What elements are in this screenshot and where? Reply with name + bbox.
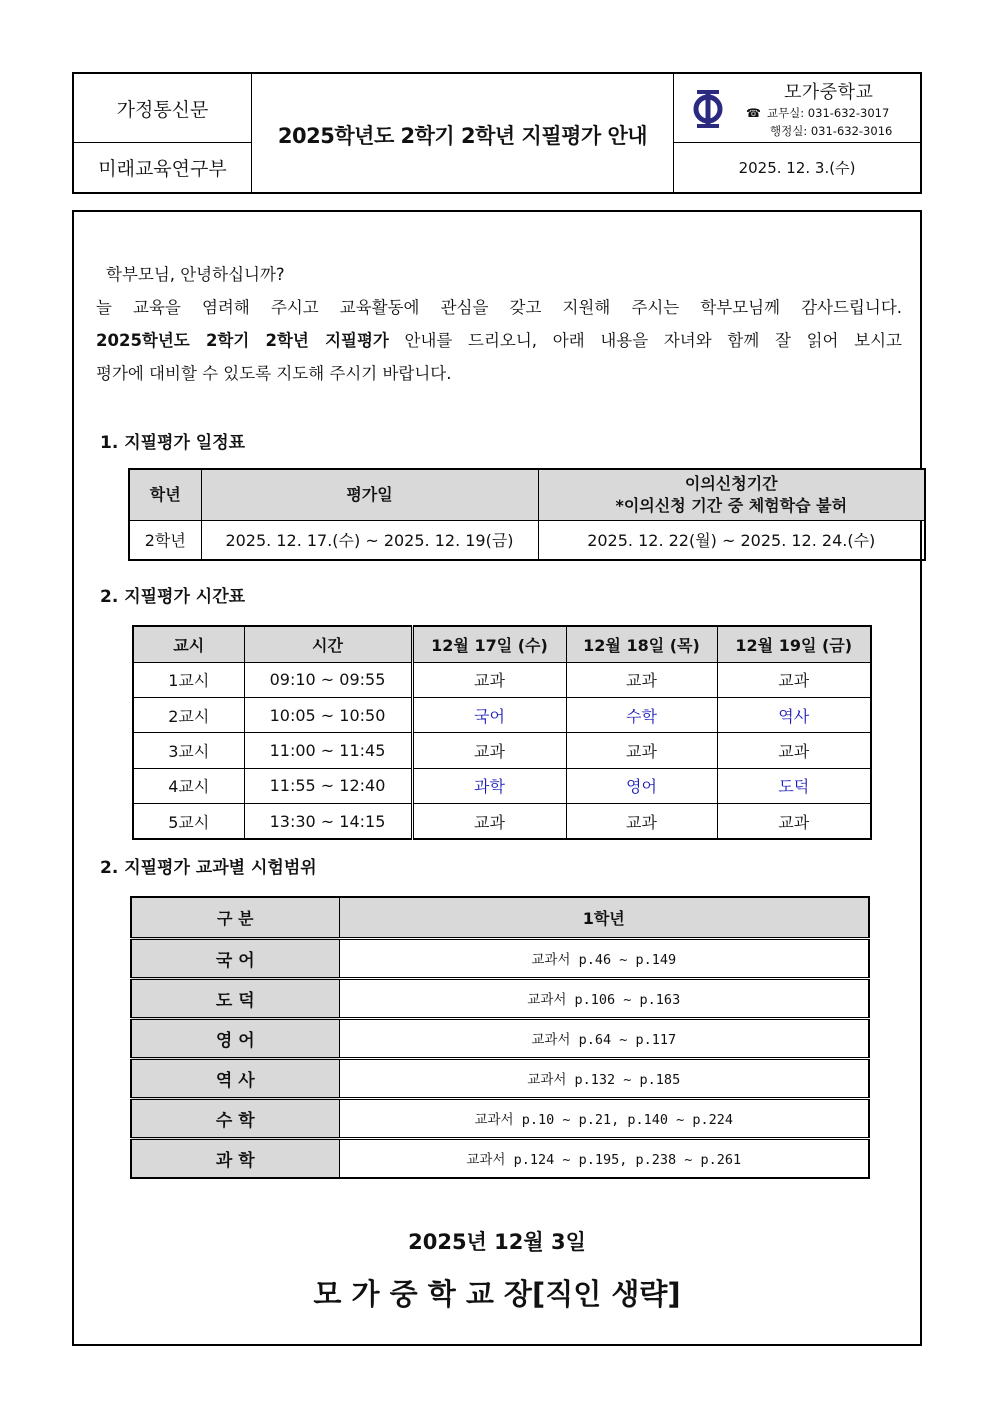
appeal-note: *이의신청 기간 중 체험학습 불허 [615, 495, 848, 515]
col-day-2: 12월 18일 (목) [566, 626, 717, 662]
table-row [131, 1138, 869, 1178]
table-header-row [131, 897, 869, 938]
subject-label: 영 어 [131, 1018, 339, 1058]
col-grade-1: 1학년 [339, 897, 869, 938]
intro-line-4: 평가에 대비할 수 있도록 지도해 주시기 바랍니다. [96, 364, 452, 383]
period-cell: 2교시 [133, 697, 244, 732]
subject-cell: 영어 [566, 768, 717, 803]
time-cell: 11:55 ~ 12:40 [244, 768, 412, 803]
subject-cell: 교과 [717, 804, 871, 839]
intro-text [96, 258, 902, 390]
document-body [72, 210, 922, 1346]
col-time: 시간 [244, 626, 412, 662]
time-cell: 09:10 ~ 09:55 [244, 662, 412, 697]
document-title: 2025학년도 2학기 2학년 지필평가 안내 [252, 74, 674, 192]
tel-academic-text: 교무실: 031-632-3017 [766, 106, 890, 120]
subject-cell: 국어 [412, 697, 566, 732]
table-row [133, 804, 871, 839]
intro-greeting: 학부모님, 안녕하십니까? [106, 265, 285, 284]
range-cell: 교과서 p.132 ~ p.185 [339, 1058, 869, 1098]
schedule-table [128, 468, 926, 561]
table-header-row [129, 469, 925, 520]
principal-signature: 모 가 중 학 교 장[직인 생략] [313, 1277, 681, 1311]
school-info [674, 74, 920, 143]
col-grade: 학년 [129, 469, 201, 520]
table-row [131, 938, 869, 978]
intro-highlight: 2025학년도 2학기 2학년 지필평가 [96, 331, 389, 350]
range-cell: 교과서 p.10 ~ p.21, p.140 ~ p.224 [339, 1098, 869, 1138]
col-exam-date: 평가일 [201, 469, 538, 520]
newsletter-label: 가정통신문 [74, 74, 252, 143]
time-cell: 13:30 ~ 14:15 [244, 804, 412, 839]
period-cell: 5교시 [133, 804, 244, 839]
subject-label: 국 어 [131, 938, 339, 978]
period-cell: 4교시 [133, 768, 244, 803]
time-cell: 11:00 ~ 11:45 [244, 733, 412, 768]
subject-cell: 교과 [566, 662, 717, 697]
intro-line-3 [96, 324, 902, 357]
subject-label: 과 학 [131, 1138, 339, 1178]
table-header-row [133, 626, 871, 662]
subject-cell: 교과 [412, 804, 566, 839]
period-cell: 1교시 [133, 662, 244, 697]
intro-line-2: 늘 교육을 염려해 주시고 교육활동에 관심을 갖고 지원해 주시는 학부모님께 감사드립니다. [96, 298, 902, 317]
timetable [132, 625, 872, 840]
subject-cell: 수학 [566, 697, 717, 732]
col-day-3: 12월 19일 (금) [717, 626, 871, 662]
range-cell: 교과서 p.46 ~ p.149 [339, 938, 869, 978]
exam-range-table [130, 896, 870, 1179]
subject-cell: 도덕 [717, 768, 871, 803]
section-range-title: 2. 지필평가 교과별 시험범위 [100, 858, 317, 878]
appeal-period-label: 이의신청기간 [684, 473, 778, 493]
table-row [133, 662, 871, 697]
section-timetable-title: 2. 지필평가 시간표 [100, 587, 246, 607]
subject-cell: 교과 [412, 662, 566, 697]
subject-cell: 역사 [717, 697, 871, 732]
table-row [131, 1098, 869, 1138]
table-row [131, 1058, 869, 1098]
subject-cell: 교과 [566, 804, 717, 839]
school-logo-icon [686, 87, 730, 131]
subject-cell: 교과 [412, 733, 566, 768]
subject-cell: 교과 [566, 733, 717, 768]
subject-label: 도 덕 [131, 978, 339, 1018]
period-cell: 3교시 [133, 733, 244, 768]
phone-icon: ☎ [746, 106, 761, 120]
col-category: 구 분 [131, 897, 339, 938]
footer-date: 2025년 12월 3일 [408, 1230, 586, 1254]
appeal-period-cell: 2025. 12. 22(월) ~ 2025. 12. 24.(수) [538, 520, 925, 560]
range-cell: 교과서 p.106 ~ p.163 [339, 978, 869, 1018]
col-appeal-period [538, 469, 925, 520]
school-name: 모가중학교 [784, 82, 874, 103]
table-row [133, 768, 871, 803]
table-row [129, 520, 925, 560]
subject-cell: 교과 [717, 662, 871, 697]
department-label: 미래교육연구부 [74, 143, 252, 192]
tel-academic [746, 105, 889, 121]
tel-admin: 행정실: 031-632-3016 [770, 124, 893, 138]
time-cell: 10:05 ~ 10:50 [244, 697, 412, 732]
table-row [131, 1018, 869, 1058]
section-schedule-title: 1. 지필평가 일정표 [100, 433, 246, 453]
subject-label: 역 사 [131, 1058, 339, 1098]
grade-cell: 2학년 [129, 520, 201, 560]
subject-cell: 교과 [717, 733, 871, 768]
newsletter-header [72, 72, 922, 194]
range-cell: 교과서 p.64 ~ p.117 [339, 1018, 869, 1058]
issue-date: 2025. 12. 3.(수) [738, 159, 856, 177]
subject-label: 수 학 [131, 1098, 339, 1138]
table-row [133, 733, 871, 768]
table-row [133, 697, 871, 732]
intro-line-3-rest: 안내를 드리오니, 아래 내용을 자녀와 함께 잘 읽어 보시고 [388, 331, 902, 350]
exam-date-cell: 2025. 12. 17.(수) ~ 2025. 12. 19(금) [201, 520, 538, 560]
table-row [131, 978, 869, 1018]
subject-cell: 과학 [412, 768, 566, 803]
col-day-1: 12월 17일 (수) [412, 626, 566, 662]
col-period: 교시 [133, 626, 244, 662]
range-cell: 교과서 p.124 ~ p.195, p.238 ~ p.261 [466, 1152, 742, 1169]
